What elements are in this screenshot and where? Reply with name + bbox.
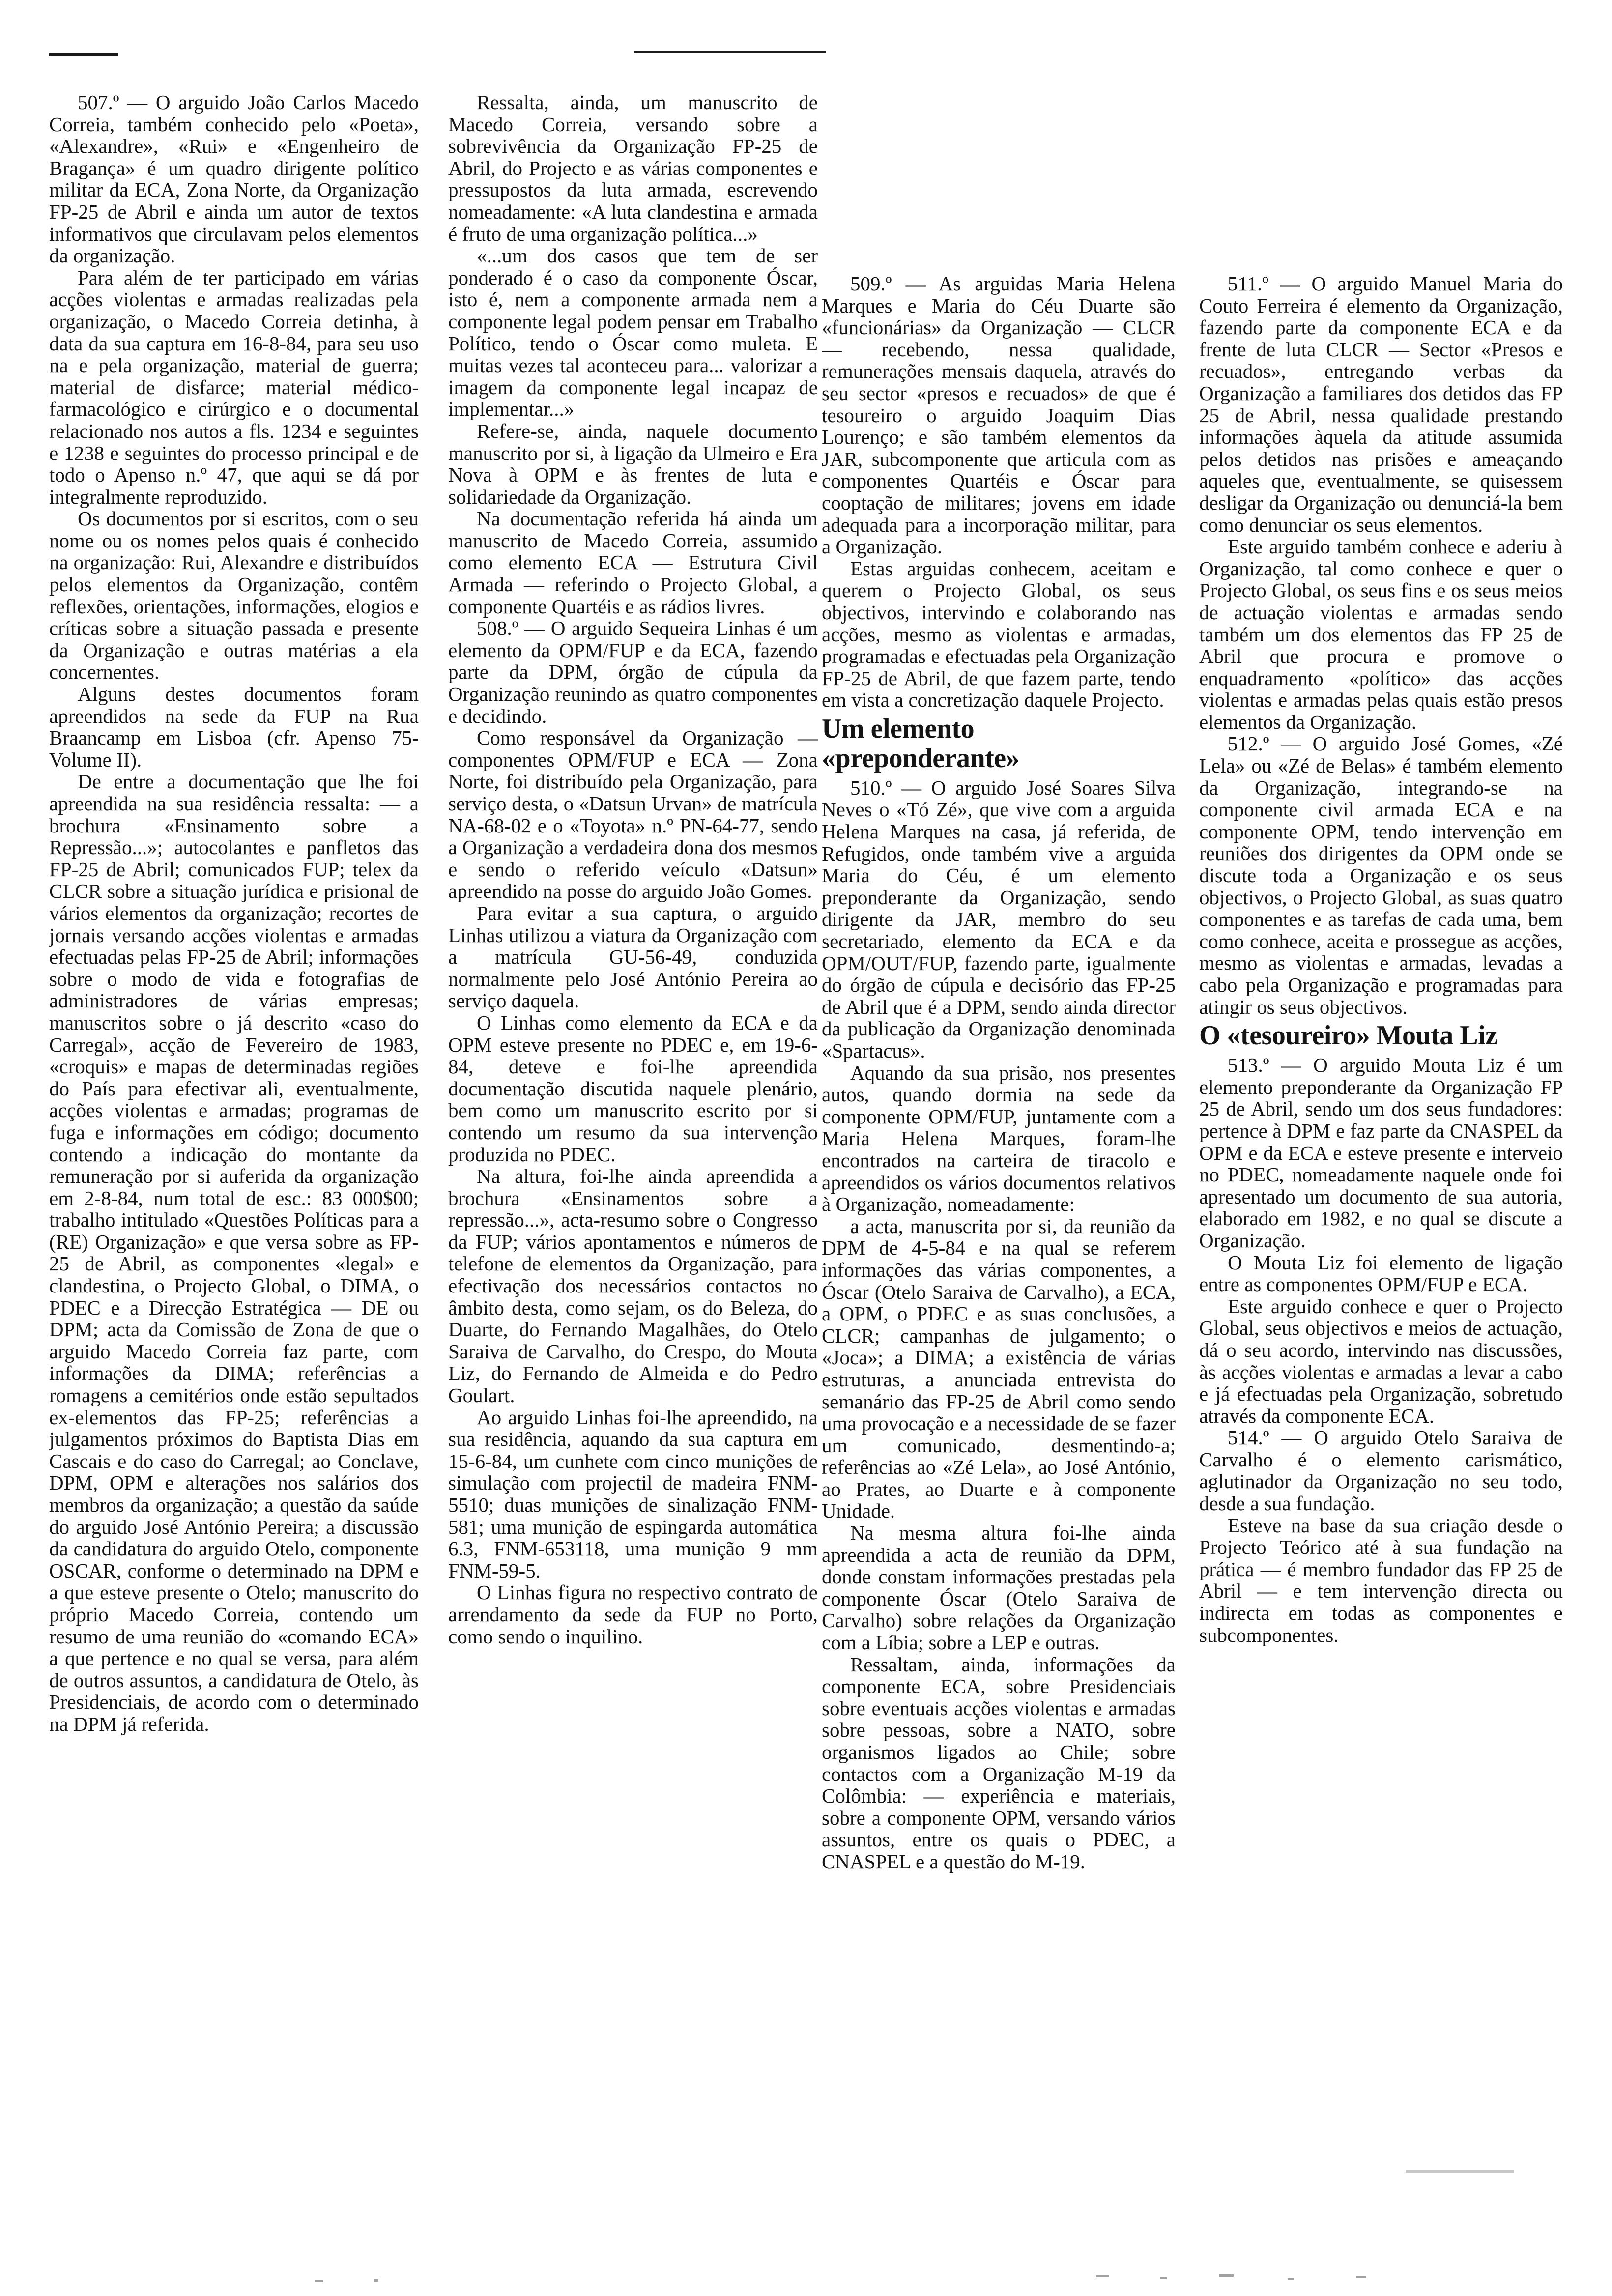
paragraph-509-project: Estas arguidas conhecem, aceitam e querem o Projecto Global, os seus objectivos, intervindo e colaborando nas acções, mesmo as violentas e armadas, programadas e efectuadas pela Organização FP-25 de Abril, de que fazem parte, tendo em vista a concretização daquele Projecto. [822, 557, 1176, 712]
paragraph-508-escape: Para evitar a sua captura, o arguido Linhas utilizou a viatura da Organização com a matrícula GU-56-49, conduzida normalmente pelo José António Pereira ao serviço daquela. [448, 901, 818, 1012]
paragraph-511-intro: 511.º — O arguido Manuel Maria do Couto Ferreira é elemento da Organização, fazendo parte da componente ECA e da frente de luta CLCR — Sector «Presos e recuados», entregando verbas da Organização a familiares dos detidos das FP 25 de Abril, nessa qualidade prestando informações àquela da atitude assumida pelos detidos nas prisões e ameaçando aqueles que, eventualmente, se quisessem desligar da Organização ou denunciá-la bem como denunciar os seus elementos. [1199, 273, 1563, 536]
paragraph-510-eca: Ressaltam, ainda, informações da componente ECA, sobre Presidenciais sobre eventuais acções violentas e armadas sobre pessoas, sobre a NATO, sobre organismos ligados ao Chile; sobre contactos com a Organização M-19 da Colômbia: — experiência e materiais, sobre a componente OPM, versando vários assuntos, entre os quais o PDEC, a CNASPEL e a questão do M-19. [822, 1653, 1176, 1873]
top-rule-right [634, 51, 826, 53]
paragraph-507-activities: Para além de ter participado em várias acções violentas e armadas realizadas pela organização, o Macedo Correia detinha, à data da sua captura em 16-8-84, para seu uso na e pela organização, material de guerra; material de disfarce; material médico-farmacológico e cirúrgico e o documental relacionado nos autos a fls. 1234 e seguintes e 1238 e seguintes do processo principal e de todo o Apenso n.º 47, que aqui se dá por integralmente reproduzido. [49, 266, 419, 508]
column-4 [1199, 273, 1563, 2189]
paragraph-512-intro: 512.º — O arguido José Gomes, «Zé Lela» ou «Zé de Belas» é também elemento da Organização, integrando-se na componente civil armada ECA e na componente OPM, tendo intervenção em reuniões dos dirigentes da OPM onde se discute toda a Organização e os seus objectivos, o Projecto Global, as suas quatro componentes e as tarefas de cada uma, bem como conhece, aceita e prossegue as acções, mesmo as violentas e armadas, levadas a cabo pela Organização e programadas para atingir os seus objectivos. [1199, 732, 1563, 1018]
paragraph-510-acta: a acta, manuscrita por si, da reunião da DPM de 4-5-84 e na qual se referem informações das várias componentes, a Óscar (Otelo Saraiva de Carvalho), a ECA, a OPM, o PDEC e as suas conclusões, a CLCR; campanhas de julgamento; o «Joca»; a DIMA; a existência de várias estruturas, a anunciada entrevista do semanário das FP-25 de Abril como sendo uma provocação e a necessidade de se fazer um comunicado, desmentindo-a; referências ao «Zé Lela», ao José António, ao Prates, ao Duarte e à componente Unidade. [822, 1214, 1176, 1522]
paragraph-507-residence: De entre a documentação que lhe foi apreendida na sua residência ressalta: — a brochura «Ensinamento sobre a Repressão...»; autocolantes e panfletos das FP-25 de Abril; comunicados FUP; telex da CLCR sobre a situação jurídica e prisional de vários elementos da organização; recortes de jornais versando acções violentas e armadas efectuadas pelas FP-25 de Abril; informações sobre o modo de vida e fotografias de administradores de várias empresas; manuscritos sobre o já descrito «caso do Carregal», acção de Fevereiro de 1983, «croquis» e mapas de determinadas regiões do País para efectivar ali, eventualmente, acções violentas e armadas; programas de fuga e informações em código; documento contendo a indicação do montante da remuneração por si auferida da organização em 2-8-84, num total de esc.: 83 000$00; trabalho intitulado «Questões Políticas para a (RE) Organização» e que versa sobre as FP-25 de Abril, as componentes «legal» e clandestina, o Projecto Global, o DIMA, o PDEC e a Direcção Estratégica — DE ou DPM; acta da Comissão de Zona de que o arguido Macedo Correia faz parte, com informações da DIMA; referências a romagens a cemitérios onde estão sepultados ex-elementos das FP-25; referências a julgamentos próximos do Baptista Dias em Cascais e do caso do Carregal; ao Conclave, DPM, OPM e alterações nos salários dos membros da organização; a questão da saúde do arguido José António Pereira; a discussão da candidatura do arguido Otelo, componente OSCAR, conforme o determinado na DPM e a que esteve presente o Otelo; manuscrito do próprio Macedo Correia, contendo um resumo de uma reunião do «comando ECA» a que pertence e no qual se versa, para além de outros assuntos, a candidatura de Otelo, às Presidenciais, de acordo com o determinado na DPM já referida. [49, 770, 419, 1735]
column-1 [49, 91, 419, 2214]
paragraph-508-munitions: Ao arguido Linhas foi-lhe apreendido, na sua residência, aquando da sua captura em 15-6-84, um cunhete com cinco munições de simulação com projectil de madeira FNM-5510; duas munições de sinalização FNM-581; uma munição de espingarda automática 6.3, FNM-653118, uma munição 9 mm FNM-59-5. [448, 1406, 818, 1582]
section-heading-tesoureiro: O «tesoureiro» Mouta Liz [1199, 1020, 1497, 1051]
paragraph-514-founder: Esteve na base da sua criação desde o Projecto Teórico até à sua fundação na prática — é membro fundador das FP 25 de Abril — e tem intervenção directa ou indirecta em todas as componentes e subcomponentes. [1199, 1514, 1563, 1646]
paragraph-513-liaison: O Mouta Liz foi elemento de ligação entre as componentes OPM/FUP e ECA. [1199, 1251, 1563, 1296]
paragraph-508-pdec: O Linhas como elemento da ECA e da OPM esteve presente no PDEC e, em 19-6-84, deteve e foi-lhe apreendida documentação discutida naquele plenário, bem como um manuscrito escrito por si contendo um resumo da sua intervenção produzida no PDEC. [448, 1011, 818, 1166]
paragraph-508-vehicles: Como responsável da Organização — componentes OPM/FUP e ECA — Zona Norte, foi distribuído pela Organização, para serviço desta, o «Datsun Urvan» de matrícula NA-68-02 e o «Toyota» n.º PN-64-77, sendo a Organização a verdadeira dona dos mesmos e sendo o referido veículo «Datsun» apreendido na posse do arguido João Gomes. [448, 726, 818, 903]
top-rule-left [49, 53, 118, 56]
column-2 [448, 91, 818, 2136]
paragraph-513-intro: 513.º — O arguido Mouta Liz é um elemento preponderante da Organização FP 25 de Abril, sendo um dos seus fundadores: pertence à DPM e faz parte da CNASPEL da OPM e da ECA e esteve presente e interveio no PDEC, nomeadamente naquele onde foi apresentado um documento de sua autoria, elaborado em 1982, e no qual se discute a Organização. [1199, 1054, 1563, 1252]
paragraph-510-arrest: Aquando da sua prisão, nos presentes autos, quando dormia na sede da componente OPM/FUP, juntamente com a Maria Helena Marques, foram-lhe encontrados na carteira de tiracolo e apreendidos os vários documentos relativos à Organização, nomeadamente: [822, 1061, 1176, 1216]
paragraph-507-quote: «...um dos casos que tem de ser ponderado é o caso da componente Óscar, isto é, nem a componente armada nem a componente legal podem pensar em Trabalho Político, tendo o Óscar como muleta. E muitas vezes tal aconteceu para... valorizar a imagem da componente legal incapaz de implementar...» [448, 244, 818, 421]
paragraph-508-intro: 508.º — O arguido Sequeira Linhas é um elemento da OPM/FUP e da ECA, fazendo parte da DPM, órgão de cúpula da Organização reunindo as quatro componentes e decidindo. [448, 617, 818, 727]
paragraph-510-libia: Na mesma altura foi-lhe ainda apreendida a acta de reunião da DPM, donde constam informações prestadas pela componente Óscar (Otelo Saraiva de Carvalho) sobre relações da Organização com a Líbia; sobre a LEP e outras. [822, 1521, 1176, 1654]
paragraph-507-eca: Na documentação referida há ainda um manuscrito de Macedo Correia, assumido como elemento ECA — Estrutura Civil Armada — referindo o Projecto Global, a componente Quartéis e as rádios livres. [448, 507, 818, 618]
column-3 [822, 273, 1176, 2140]
paragraph-514-intro: 514.º — O arguido Otelo Saraiva de Carvalho é o elemento carismático, aglutinador da Organização no seu todo, desde a sua fundação. [1199, 1426, 1563, 1515]
paragraph-507-seized: Alguns destes documentos foram apreendidos na sede da FUP na Rua Braancamp em Lisboa (cfr. Apenso 75-Volume II). [49, 683, 419, 771]
paragraph-508-contract: O Linhas figura no respectivo contrato de arrendamento da sede da FUP no Porto, como sendo o inquilino. [448, 1581, 818, 1648]
paragraph-508-brochure: Na altura, foi-lhe ainda apreendida a brochura «Ensinamentos sobre a repressão...», acta-resumo sobre o Congresso da FUP; vários apontamentos e números de telefone de elementos da Organização, para efectivação dos necessários contactos no âmbito desta, como sejam, os do Beleza, do Duarte, do Fernando Magalhães, do Otelo Saraiva de Carvalho, do Crespo, do Mouta Liz, do Fernando de Almeida e do Pedro Goulart. [448, 1165, 818, 1407]
section-heading-preponderante: Um elemento «preponderante» [822, 713, 1020, 774]
paragraph-507-manuscript: Ressalta, ainda, um manuscrito de Macedo Correia, versando sobre a sobrevivência da Organização FP-25 de Abril, do Projecto e as várias componentes e pressupostos da luta armada, escrevendo nomeadamente: «A luta clandestina e armada é fruto de uma organização política...» [448, 91, 818, 245]
paragraph-513-project: Este arguido conhece e quer o Projecto Global, seus objectivos e meios de actuação, dá o seu acordo, intervindo nas discussões, às acções violentas e armadas a levar a cabo e já efectuadas pela Organização, sobretudo através da componente ECA. [1199, 1294, 1563, 1427]
paragraph-507-ulmeiro: Refere-se, ainda, naquele documento manuscrito por si, à ligação da Ulmeiro e Era Nova à OPM e às frentes de luta e solidariedade da Organização. [448, 419, 818, 508]
paragraph-507-intro: 507.º — O arguido João Carlos Macedo Correia, também conhecido pelo «Poeta», «Alexandre», «Rui» e «Engenheiro de Bragança» é um quadro dirigente político militar da ECA, Zona Norte, da Organização FP-25 de Abril e ainda um autor de textos informativos que circulavam pelos elementos da organização. [49, 91, 419, 267]
paragraph-510-intro: 510.º — O arguido José Soares Silva Neves o «Tó Zé», que vive com a arguida Helena Marques na casa, já referida, de Refugidos, onde também vive a arguida Maria do Céu, é um elemento preponderante da Organização, sendo dirigente da JAR, membro do seu secretariado, elemento da ECA e da OPM/OUT/FUP, fazendo parte, igualmente do órgão de cúpula e decisório das FP-25 de Abril que é a DPM, sendo ainda director da publicação da Organização denominada «Spartacus». [822, 776, 1176, 1062]
paragraph-507-documents: Os documentos por si escritos, com o seu nome ou os nomes pelos quais é conhecido na organização: Rui, Alexandre e distribuídos pelos elementos da Organização, contêm reflexões, orientações, informações, elogios e críticas sobre a situação passada e presente da Organização e outras matérias a ela concernentes. [49, 507, 419, 684]
paragraph-511-knowledge: Este arguido também conhece e aderiu à Organização, tal como conhece e quer o Projecto Global, os seus fins e os seus meios de actuação violentas e armadas sendo também um dos elementos das FP 25 de Abril que procura e promove o enquadramento «político» das acções violentas e armadas pelas quais estão presos elementos da Organização. [1199, 535, 1563, 733]
paragraph-509-intro: 509.º — As arguidas Maria Helena Marques e Maria do Céu Duarte são «funcionárias» da Organização — CLCR — recebendo, nessa qualidade, remunerações mensais daquela, através do seu sector «presos e recuados» de que é tesoureiro o arguido Joaquim Dias Lourenço; e são também elementos da JAR, subcomponente que articula com as componentes Quartéis e Óscar para cooptação de militares; jovens em idade adequada para a incorporação militar, para a Organização. [822, 273, 1176, 558]
